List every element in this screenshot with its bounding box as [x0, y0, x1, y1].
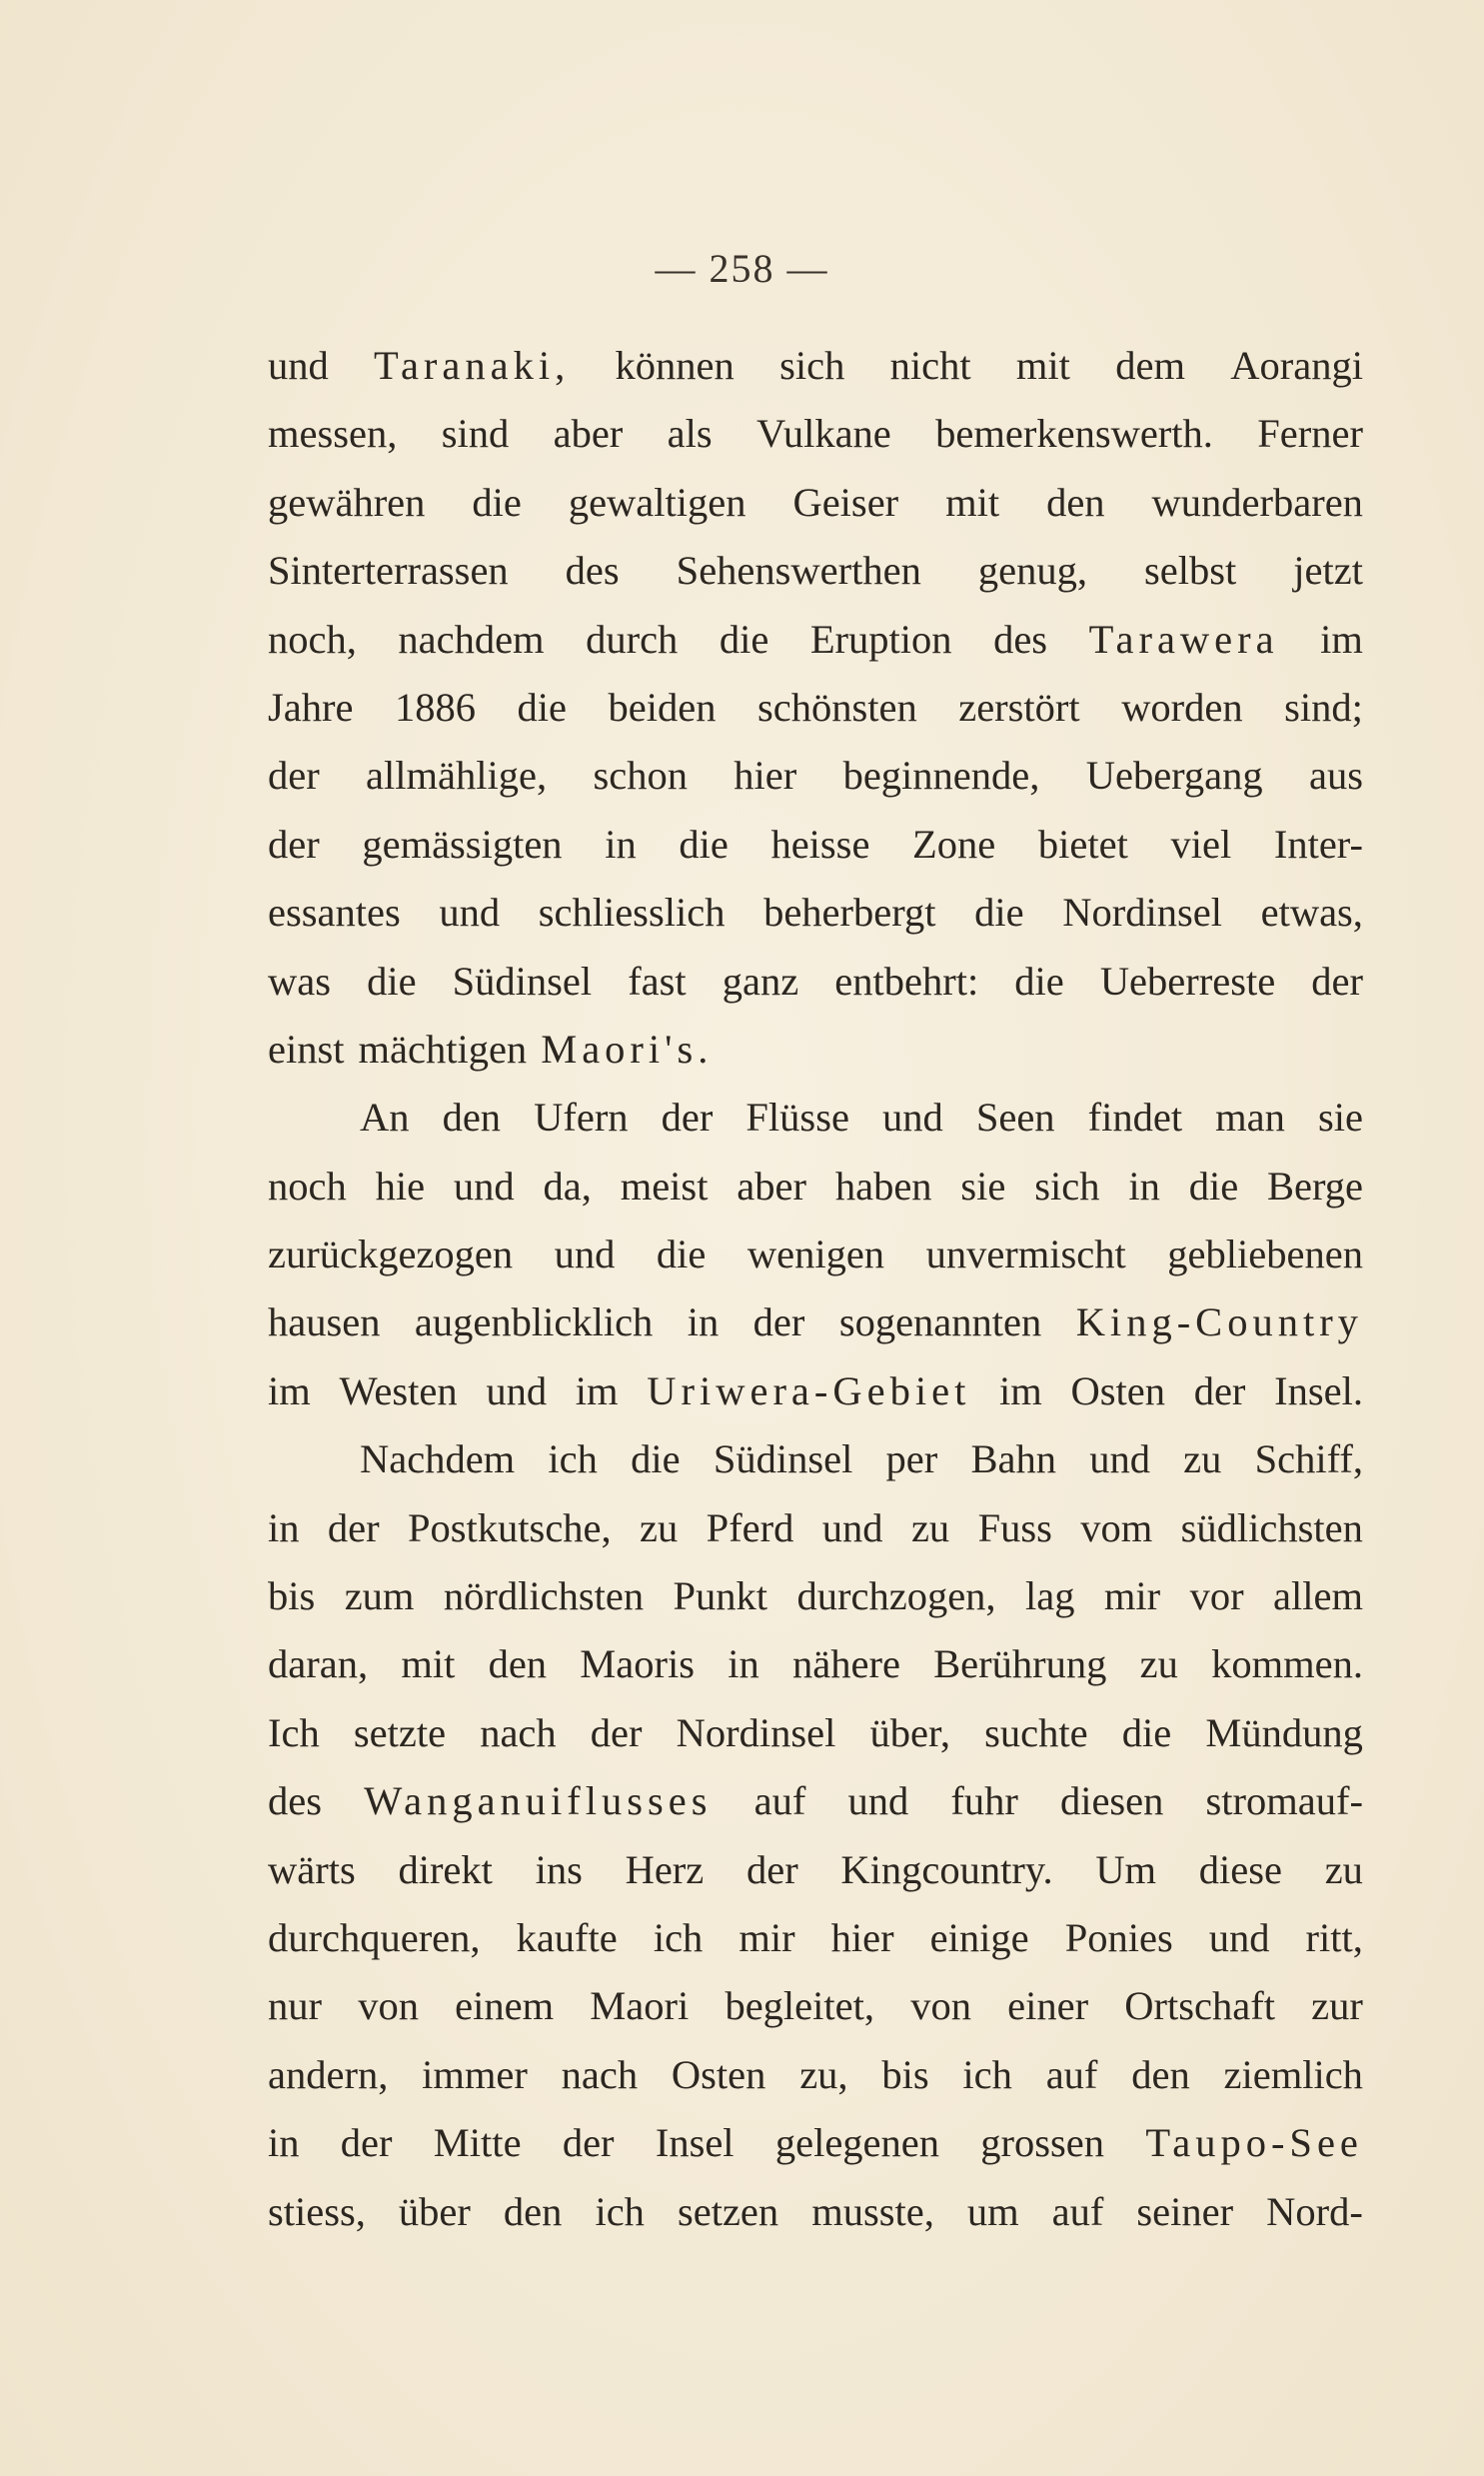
text-line: einst mächtigen Maori's. — [268, 1026, 714, 1072]
text-line: in der Mitte der Insel gelegenen grossen Taupo-See — [268, 2120, 1363, 2166]
text-line: durchqueren, kaufte ich mir hier einige Ponies und ritt, — [268, 1914, 1363, 1960]
text-line: Jahre 1886 die beiden schönsten zerstört worden sind; — [268, 684, 1363, 730]
text-line: An den Ufern der Flüsse und Seen findet man sie — [360, 1095, 1363, 1141]
text-line: gewähren die gewaltigen Geiser mit den wunderbaren — [268, 479, 1363, 525]
text-line: hausen augenblicklich in der sogenannten King-Country — [268, 1299, 1363, 1345]
text-line: stiess, über den ich setzen musste, um auf seiner Nord- — [268, 2188, 1363, 2234]
text-line: in der Postkutsche, zu Pferd und zu Fuss vom südlichsten — [268, 1504, 1363, 1550]
text-line: messen, sind aber als Vulkane bemerkenswerth. Ferner — [268, 411, 1363, 457]
body-text — [268, 332, 1363, 2246]
text-line: noch, nachdem durch die Eruption des Tarawera im — [268, 616, 1363, 662]
text-line: essantes und schliesslich beherbergt die Nordinsel etwas, — [268, 890, 1363, 936]
text-line: zurückgezogen und die wenigen unvermischt gebliebenen — [268, 1232, 1363, 1277]
text-line: nur von einem Maori begleitet, von einer Ortschaft zur — [268, 1983, 1363, 2029]
text-line: was die Südinsel fast ganz entbehrt: die Ueberreste der — [268, 958, 1363, 1004]
text-line: Nachdem ich die Südinsel per Bahn und zu Schiff, — [360, 1436, 1363, 1482]
text-line: der allmählige, schon hier beginnende, Uebergang aus — [268, 753, 1363, 799]
text-line: der gemässigten in die heisse Zone bietet viel Inter- — [268, 821, 1363, 867]
text-line: wärts direkt ins Herz der Kingcountry. Um diese zu — [268, 1846, 1363, 1892]
text-line: daran, mit den Maoris in nähere Berührung zu kommen. — [268, 1641, 1363, 1687]
text-line: im Westen und im Uriwera-Gebiet im Osten der Insel. — [268, 1367, 1363, 1413]
page-number: — 258 — — [655, 246, 829, 291]
text-line: und Taranaki, können sich nicht mit dem Aorangi — [268, 343, 1363, 388]
text-line: Sinterterrassen des Sehenswerthen genug, selbst jetzt — [268, 548, 1363, 594]
text-line: des Wanganuiflusses auf und fuhr diesen stromauf- — [268, 1778, 1363, 1824]
text-line: noch hie und da, meist aber haben sie sich in die Berge — [268, 1163, 1363, 1209]
text-line: andern, immer nach Osten zu, bis ich auf den ziemlich — [268, 2051, 1363, 2097]
text-line: bis zum nördlichsten Punkt durchzogen, lag mir vor allem — [268, 1573, 1363, 1619]
text-line: Ich setzte nach der Nordinsel über, suchte die Mündung — [268, 1709, 1363, 1755]
